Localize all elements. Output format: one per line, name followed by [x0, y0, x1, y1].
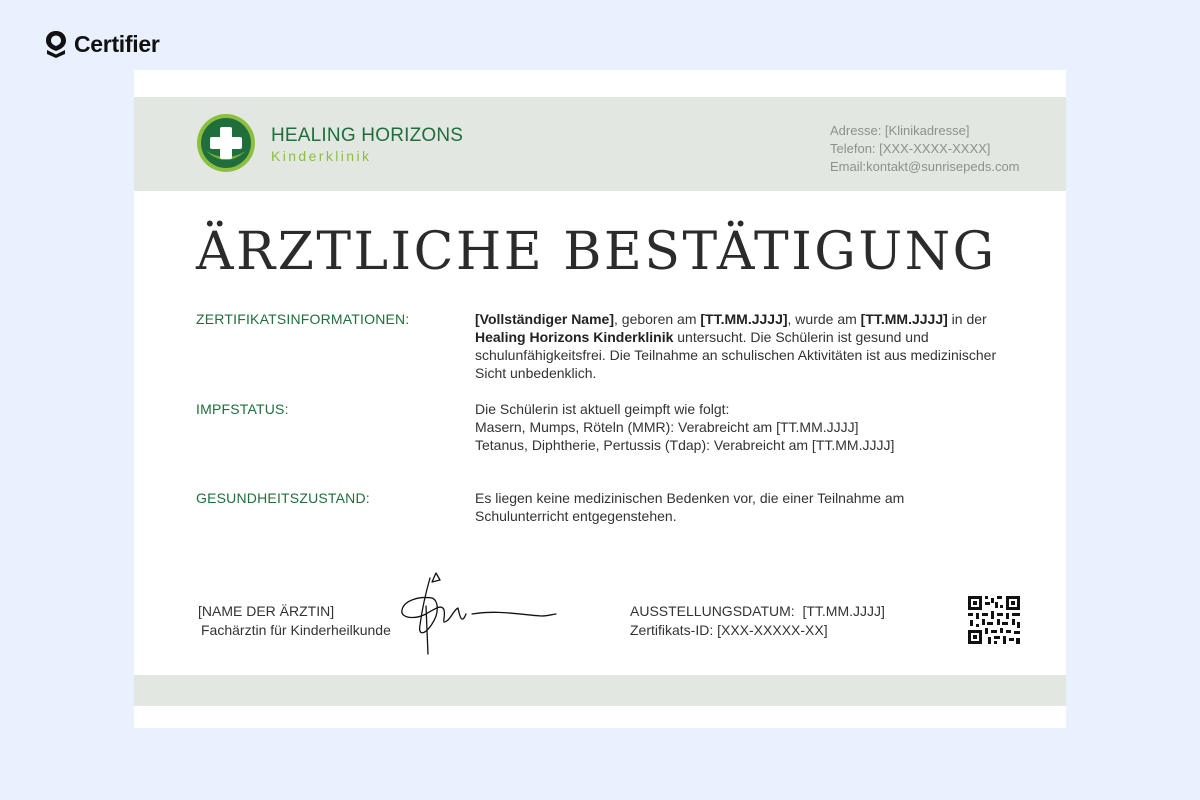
- certificate-title: ÄRZTLICHE BESTÄTIGUNG: [196, 222, 997, 282]
- brand-logo[interactable]: [44, 29, 160, 59]
- clinic-full-name: Healing Horizons Kinderklinik: [475, 329, 674, 345]
- qr-code-icon[interactable]: [968, 596, 1020, 644]
- doctor-role: Fachärztin für Kinderheilkunde: [201, 622, 391, 638]
- section-label-health: GESUNDHEITSZUSTAND:: [196, 490, 370, 506]
- section-label-vaccination: IMPFSTATUS:: [196, 401, 289, 417]
- clinic-email[interactable]: Email:kontakt@sunrisepeds.com: [830, 159, 1020, 174]
- clinic-name: HEALING HORIZONS: [271, 125, 464, 146]
- issue-date-label: AUSSTELLUNGSDATUM:: [630, 603, 795, 619]
- certificate-id: Zertifikats-ID: [XXX-XXXXX-XX]: [630, 622, 828, 638]
- section-label-info: ZERTIFIKATSINFORMATIONEN:: [196, 311, 410, 327]
- issue-date: [630, 603, 885, 619]
- doctor-name: [NAME DER ÄRZTIN]: [198, 603, 335, 619]
- footer-band: [134, 675, 1066, 706]
- exam-date-placeholder: [TT.MM.JJJJ]: [860, 311, 948, 327]
- certifier-logo-icon: [44, 29, 68, 59]
- clinic-phone: Telefon: [XXX-XXXX-XXXX]: [830, 141, 991, 156]
- issue-date-value: [TT.MM.JJJJ]: [802, 603, 885, 619]
- section-text-info: [Vollständiger Name], geboren am [TT.MM.JJJJ], wurde am [TT.MM.JJJJ] in der Healing Horizons Kinderklinik untersucht. Die Schülerin ist gesund und schulunfähigkeitsfrei. Die Teilnahme an schulischen Aktivitäten ist aus medizinischer Sicht unbedenklich.: [475, 311, 997, 381]
- brand-name: Certifier: [74, 30, 160, 57]
- certificate-document: [134, 70, 1066, 728]
- clinic-contact: [830, 122, 1020, 176]
- section-text-vaccination: [475, 400, 1015, 454]
- section-text-health: Es liegen keine medizinischen Bedenken vor, die einer Teilnahme am Schulunterricht entgegenstehen.: [475, 490, 905, 524]
- clinic-address: Adresse: [Klinikadresse]: [830, 123, 970, 138]
- vaccination-line: Die Schülerin ist aktuell geimpft wie folgt:: [475, 401, 730, 417]
- vaccination-line: Masern, Mumps, Röteln (MMR): Verabreicht am [TT.MM.JJJJ]: [475, 419, 859, 435]
- patient-name-placeholder: [Vollständiger Name]: [475, 311, 614, 327]
- clinic-subtitle: Kinderklinik: [271, 148, 372, 164]
- birth-date-placeholder: [TT.MM.JJJJ]: [700, 311, 788, 327]
- signature-icon: [396, 570, 561, 658]
- vaccination-line: Tetanus, Diphtherie, Pertussis (Tdap): Verabreicht am [TT.MM.JJJJ]: [475, 437, 895, 453]
- medical-cross-icon: [196, 113, 256, 173]
